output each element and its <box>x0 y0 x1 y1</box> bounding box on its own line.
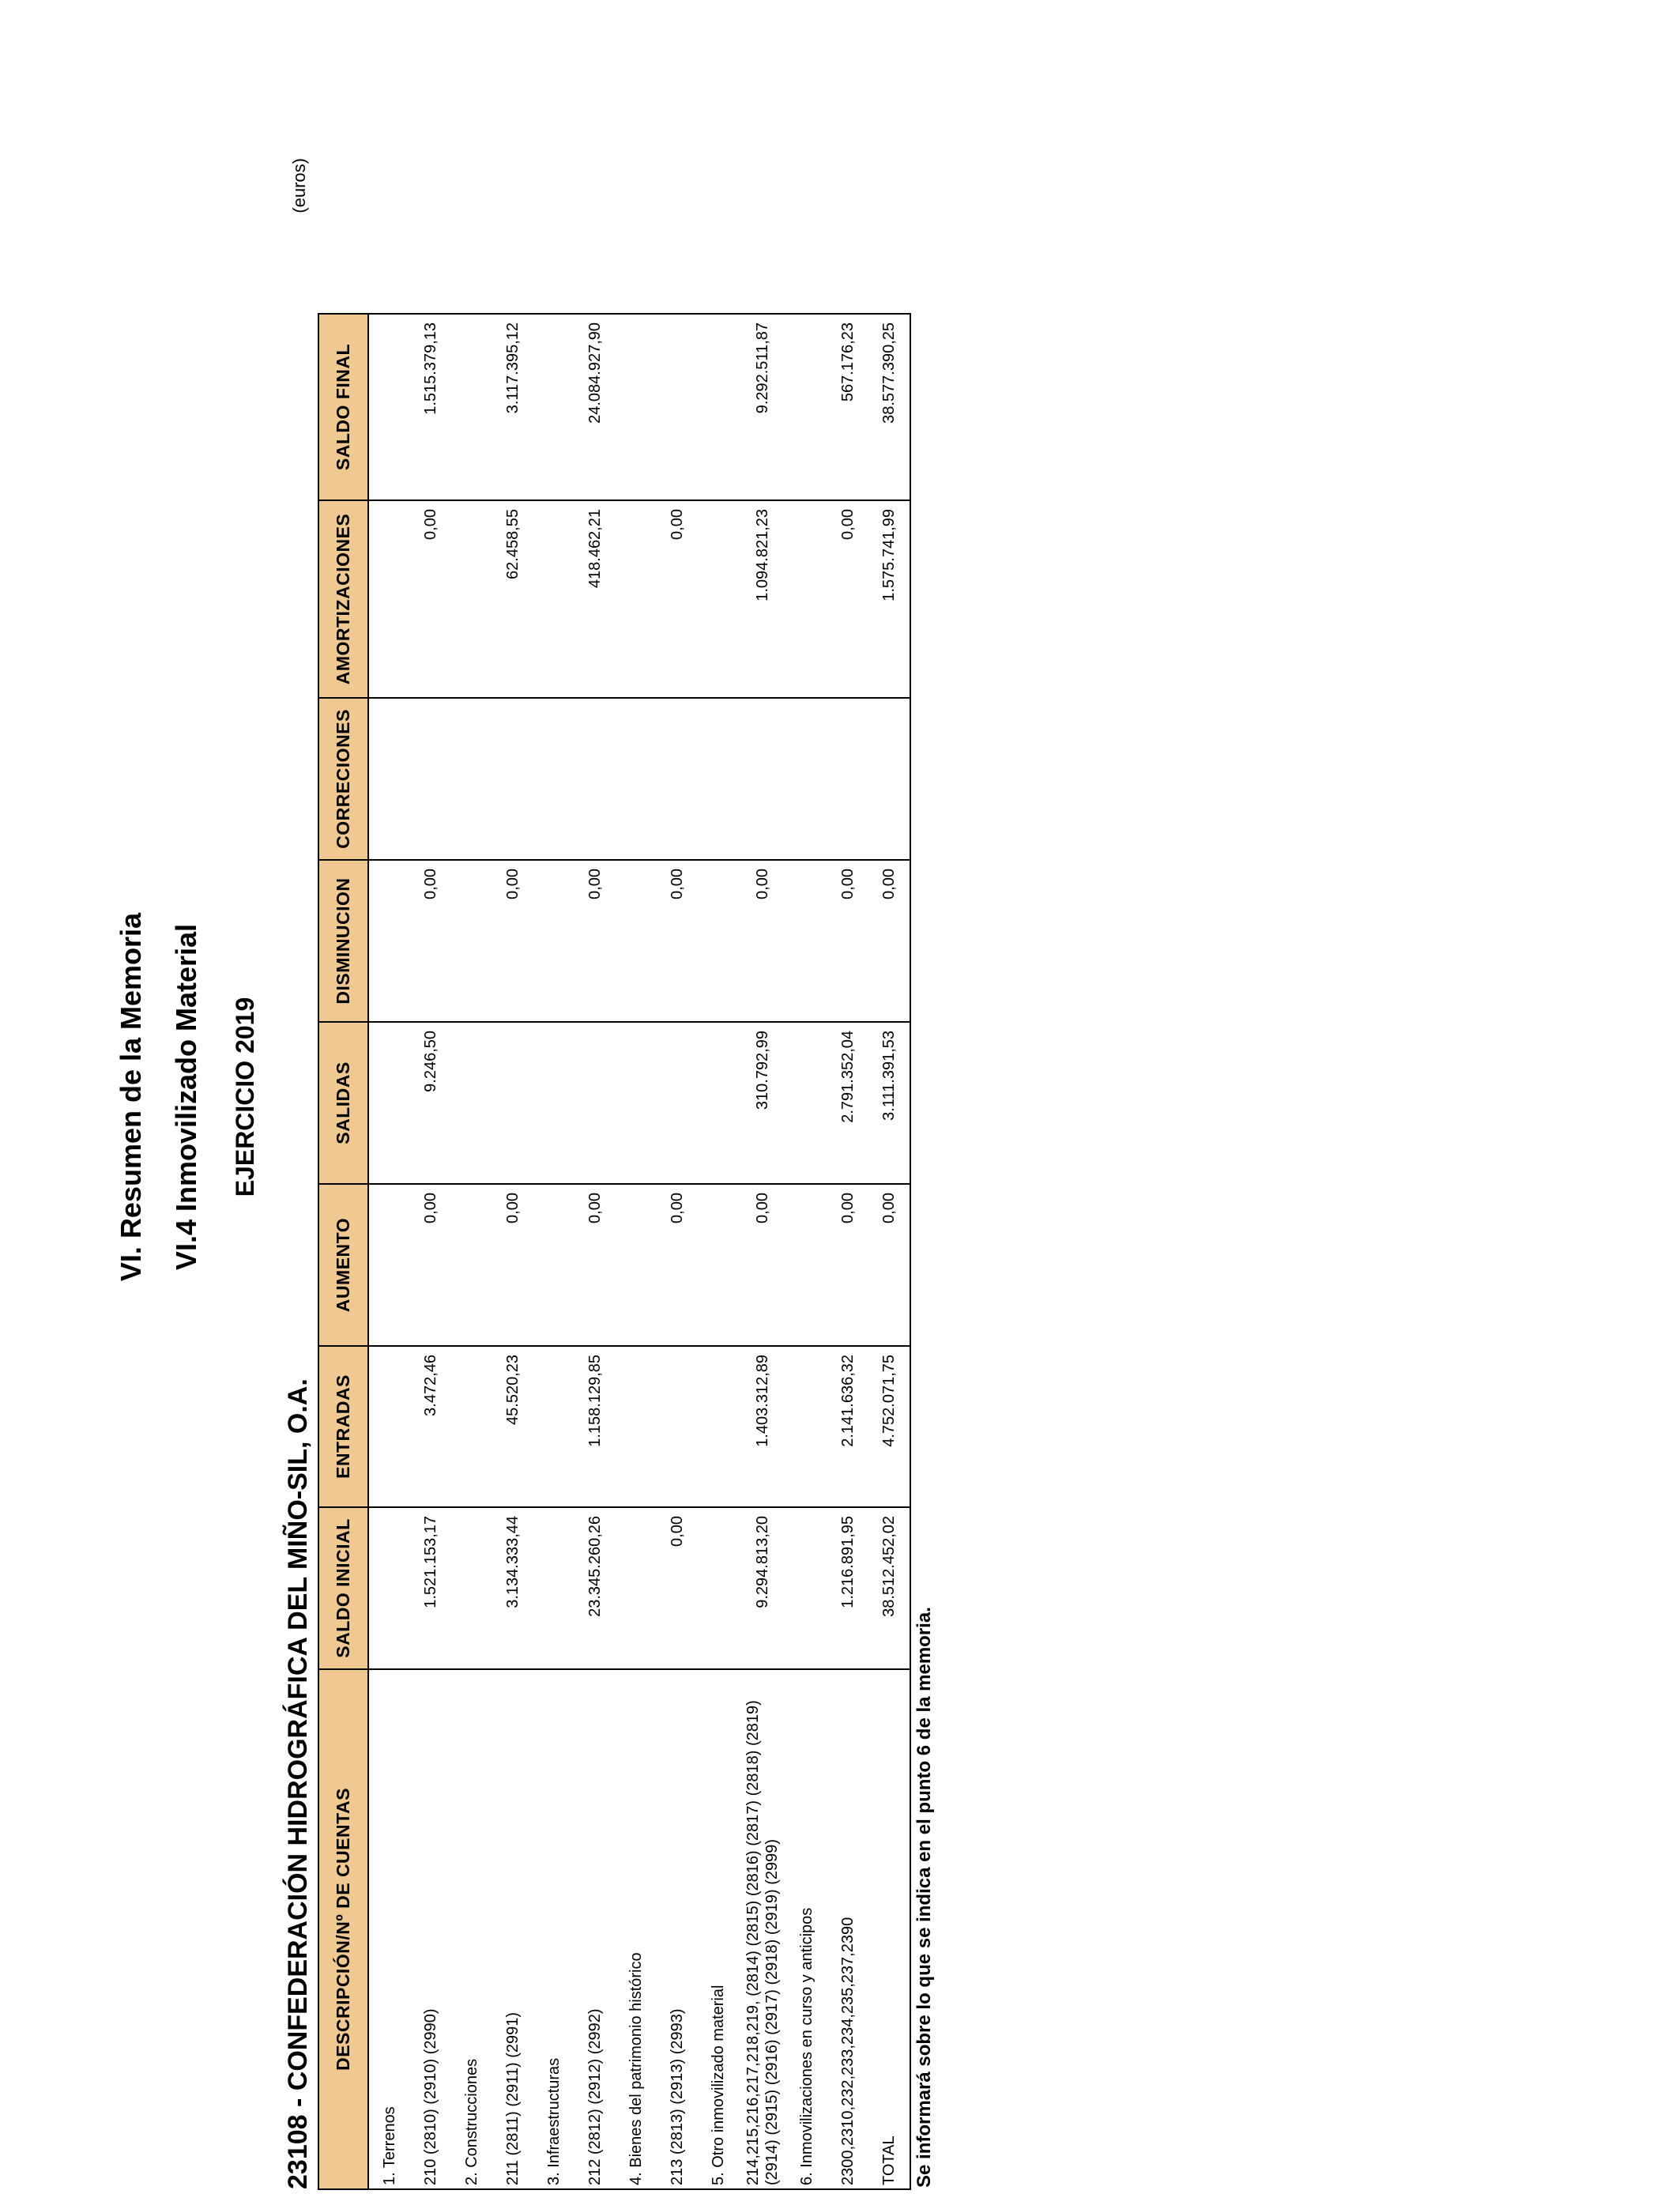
cell-value <box>868 698 910 860</box>
column-header: ENTRADAS <box>318 1346 368 1507</box>
row-description: 6. Inmovilizaciones en curso y anticipos <box>786 1669 827 2189</box>
cell-value <box>786 698 827 860</box>
table-row <box>739 314 786 2189</box>
row-description: 211 (2811) (2911) (2991) <box>492 1669 533 2189</box>
cell-value: 310.792,99 <box>739 1022 786 1184</box>
cell-value: 1.094.821,23 <box>739 500 786 698</box>
cell-value: 1.216.891,95 <box>827 1507 868 1669</box>
cell-value <box>786 1346 827 1507</box>
cell-value: 1.403.312,89 <box>739 1346 786 1507</box>
cell-value <box>616 1507 657 1669</box>
cell-value: 0,00 <box>657 1507 698 1669</box>
table-row <box>698 314 739 2189</box>
cell-value: 0,00 <box>827 860 868 1022</box>
cell-value <box>786 1184 827 1346</box>
row-description: 3. Infraestructuras <box>533 1669 574 2189</box>
cell-value: 0,00 <box>410 860 451 1022</box>
table-row <box>533 314 574 2189</box>
cell-value <box>492 1022 533 1184</box>
cell-value: 0,00 <box>739 860 786 1022</box>
cell-value: 3.117.395,12 <box>492 314 533 500</box>
cell-value: 2.141.636,32 <box>827 1346 868 1507</box>
table-row <box>616 314 657 2189</box>
row-description: TOTAL <box>868 1669 910 2189</box>
cell-value: 3.472,46 <box>410 1346 451 1507</box>
table-row <box>574 314 616 2189</box>
column-header: SALIDAS <box>318 1022 368 1184</box>
cell-value <box>574 1022 616 1184</box>
cell-value <box>698 698 739 860</box>
cell-value <box>451 314 492 500</box>
fixed-assets-table <box>318 313 911 2190</box>
cell-value <box>451 1022 492 1184</box>
table-row <box>657 314 698 2189</box>
cell-value: 0,00 <box>868 860 910 1022</box>
cell-value <box>368 1346 410 1507</box>
subsection-title: VI.4 Inmovilizado Material <box>170 923 202 1271</box>
cell-value <box>368 500 410 698</box>
table-row <box>451 314 492 2189</box>
cell-value <box>451 698 492 860</box>
cell-value <box>698 1022 739 1184</box>
cell-value <box>698 314 739 500</box>
column-header: DESCRIPCIÓN/Nº DE CUENTAS <box>318 1669 368 2189</box>
cell-value <box>533 1022 574 1184</box>
column-header: AUMENTO <box>318 1184 368 1346</box>
cell-value <box>698 1184 739 1346</box>
cell-value: 0,00 <box>739 1184 786 1346</box>
table-header-row <box>318 314 368 2189</box>
cell-value <box>368 1184 410 1346</box>
cell-value <box>698 1346 739 1507</box>
cell-value <box>533 500 574 698</box>
section-title: VI. Resumen de la Memoria <box>115 912 147 1282</box>
footnote: Se informará sobre lo que se indica en el punto 6 de la memoria. <box>913 1607 935 2188</box>
cell-value <box>451 1346 492 1507</box>
cell-value <box>368 1507 410 1669</box>
cell-value: 9.292.511,87 <box>739 314 786 500</box>
cell-value <box>739 698 786 860</box>
cell-value: 0,00 <box>410 500 451 698</box>
cell-value <box>451 860 492 1022</box>
cell-value: 62.458,55 <box>492 500 533 698</box>
cell-value <box>698 500 739 698</box>
cell-value <box>368 1022 410 1184</box>
cell-value: 0,00 <box>827 1184 868 1346</box>
cell-value: 3.134.333,44 <box>492 1507 533 1669</box>
cell-value <box>616 1346 657 1507</box>
table-row <box>492 314 533 2189</box>
cell-value: 1.515.379,13 <box>410 314 451 500</box>
cell-value: 0,00 <box>410 1184 451 1346</box>
cell-value: 9.294.813,20 <box>739 1507 786 1669</box>
cell-value <box>533 1346 574 1507</box>
cell-value: 24.084.927,90 <box>574 314 616 500</box>
row-description: 214,215,216,217,218,219, (2814) (2815) (2816) (2817) (2818) (2819) (2914) (2915) (2916) (2917) (2918) (2919) (2999) <box>739 1669 786 2189</box>
column-header: AMORTIZACIONES <box>318 500 368 698</box>
cell-value: 38.577.390,25 <box>868 314 910 500</box>
cell-value: 0,00 <box>492 1184 533 1346</box>
row-description: 5. Otro inmovilizado material <box>698 1669 739 2189</box>
cell-value: 1.575.741,99 <box>868 500 910 698</box>
cell-value <box>698 860 739 1022</box>
cell-value <box>786 1507 827 1669</box>
row-description: 212 (2812) (2912) (2992) <box>574 1669 616 2189</box>
entity-name: 23108 - CONFEDERACIÓN HIDROGRÁFICA DEL MIÑO-SIL, O.A. <box>283 1378 313 2189</box>
cell-value <box>368 860 410 1022</box>
cell-value <box>533 1507 574 1669</box>
cell-value <box>657 698 698 860</box>
row-description: 1. Terrenos <box>368 1669 410 2189</box>
cell-value <box>533 860 574 1022</box>
cell-value <box>827 698 868 860</box>
cell-value <box>492 698 533 860</box>
cell-value <box>533 1184 574 1346</box>
currency-units: (euros) <box>289 158 309 213</box>
fiscal-year-title: EJERCICIO 2019 <box>231 997 259 1197</box>
table-row <box>410 314 451 2189</box>
cell-value <box>616 1022 657 1184</box>
cell-value: 0,00 <box>574 860 616 1022</box>
row-description: 2. Construcciones <box>451 1669 492 2189</box>
cell-value <box>786 860 827 1022</box>
cell-value: 567.176,23 <box>827 314 868 500</box>
table-row <box>868 314 910 2189</box>
column-header: CORRECIONES <box>318 698 368 860</box>
cell-value: 0,00 <box>574 1184 616 1346</box>
cell-value <box>616 1184 657 1346</box>
cell-value: 0,00 <box>657 1184 698 1346</box>
cell-value: 4.752.071,75 <box>868 1346 910 1507</box>
cell-value: 9.246,50 <box>410 1022 451 1184</box>
table-row <box>786 314 827 2189</box>
cell-value <box>368 314 410 500</box>
column-header: DISMINUCION <box>318 860 368 1022</box>
cell-value <box>368 698 410 860</box>
cell-value <box>451 1507 492 1669</box>
cell-value <box>657 314 698 500</box>
row-description: 2300,2310,232,233,234,235,237,2390 <box>827 1669 868 2189</box>
column-header: SALDO INICIAL <box>318 1507 368 1669</box>
table-row <box>368 314 410 2189</box>
cell-value: 45.520,23 <box>492 1346 533 1507</box>
cell-value: 1.158.129,85 <box>574 1346 616 1507</box>
cell-value <box>533 698 574 860</box>
row-description: 213 (2813) (2913) (2993) <box>657 1669 698 2189</box>
cell-value <box>451 500 492 698</box>
cell-value: 2.791.352,04 <box>827 1022 868 1184</box>
cell-value <box>786 500 827 698</box>
cell-value <box>616 314 657 500</box>
cell-value: 0,00 <box>492 860 533 1022</box>
cell-value <box>786 314 827 500</box>
cell-value <box>786 1022 827 1184</box>
cell-value <box>616 860 657 1022</box>
cell-value <box>410 698 451 860</box>
row-description: 210 (2810) (2910) (2990) <box>410 1669 451 2189</box>
cell-value: 0,00 <box>868 1184 910 1346</box>
row-description: 4. Bienes del patrimonio histórico <box>616 1669 657 2189</box>
cell-value <box>657 1346 698 1507</box>
cell-value: 0,00 <box>657 500 698 698</box>
table-row <box>827 314 868 2189</box>
cell-value <box>616 698 657 860</box>
cell-value: 23.345.260,26 <box>574 1507 616 1669</box>
cell-value <box>698 1507 739 1669</box>
cell-value: 1.521.153,17 <box>410 1507 451 1669</box>
cell-value: 0,00 <box>657 860 698 1022</box>
cell-value: 38.512.452,02 <box>868 1507 910 1669</box>
cell-value: 0,00 <box>827 500 868 698</box>
cell-value <box>616 500 657 698</box>
cell-value <box>533 314 574 500</box>
cell-value: 3.111.391,53 <box>868 1022 910 1184</box>
cell-value <box>657 1022 698 1184</box>
cell-value <box>574 698 616 860</box>
cell-value <box>451 1184 492 1346</box>
cell-value: 418.462,21 <box>574 500 616 698</box>
column-header: SALDO FINAL <box>318 314 368 500</box>
